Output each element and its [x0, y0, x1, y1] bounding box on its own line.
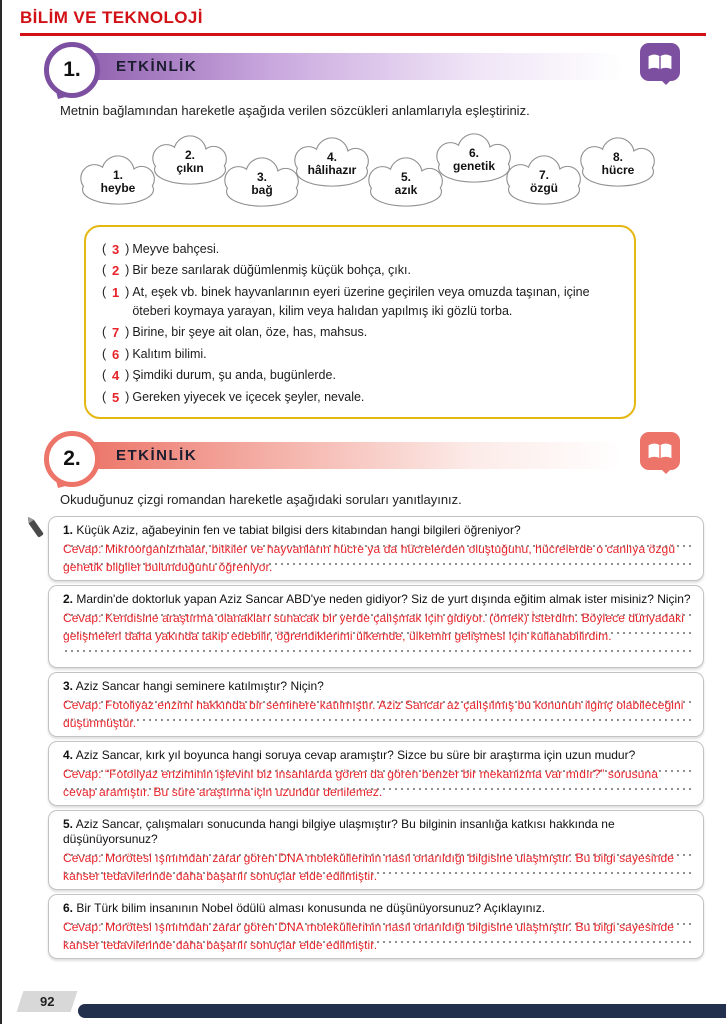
match-row — [102, 261, 618, 280]
paren-open: ( — [102, 284, 107, 299]
page-scan-edge — [0, 0, 2, 1024]
activity2-ribbon — [82, 442, 624, 469]
match-definition: Birine, bir şeye ait olan, öze, has, mahsus. — [132, 325, 368, 339]
answer-text: Cevap: “Fotoliyaz enziminin işlevini biz insanlarda gören da gören benzer bir mekanizma var mıdır?” sorusuna cevap aramıştır. Bu süre araştırma için uzundur denilemez. — [63, 765, 691, 801]
match-row — [102, 283, 618, 321]
cloud-number: 2. — [184, 148, 195, 162]
word-cloud-hucre — [570, 131, 666, 193]
question-text: Mardin'de doktorluk yapan Aziz Sancar ABD'ye neden gidiyor? Siz de yurt dışında eğitim almak ister misiniz? Niçin? — [76, 592, 691, 606]
question-text: Aziz Sancar hangi seminere katılmıştır? Niçin? — [75, 679, 324, 693]
match-row — [102, 366, 618, 385]
cloud-word: heybe — [100, 181, 136, 195]
match-definition: Kalıtım bilimi. — [132, 346, 207, 361]
activity1-number-bubble — [44, 42, 100, 98]
match-answer: 2 — [112, 263, 120, 278]
cloud-word: çıkın — [176, 161, 204, 175]
match-answer: 5 — [112, 389, 120, 405]
answer-text: Cevap: Morötesi ışınımdan zarar gören DNA moleküllerinin nasıl onarıldığı bilgisine ulaşmıştır. Bu bilgi sayesinde kanser tedavilerinde daha başarılı sonuçlar elde edilmiştir. — [63, 918, 691, 954]
activity2-number-bubble — [44, 431, 100, 487]
question-box-3 — [48, 672, 704, 737]
question-box-2 — [48, 585, 704, 668]
activity2-header — [30, 431, 702, 483]
paren-open: ( — [102, 346, 107, 361]
paren-close: ) — [125, 389, 130, 404]
activity1-title: ETKİNLİK — [116, 58, 198, 75]
activity1-header — [30, 42, 702, 94]
paren-open: ( — [102, 389, 107, 404]
cloud-word: hâlihazır — [307, 163, 357, 177]
paren-close: ) — [125, 368, 130, 382]
question-box-4 — [48, 741, 704, 806]
answer-text: Cevap: Fotoliyaz enzimi hakkında bir seminere katılmıştır. Aziz Sancar az çalışılmış bu konunun ilginç olabileceğini düşünmüştür. — [63, 696, 691, 732]
paren-close: ) — [125, 325, 130, 339]
match-row — [102, 323, 618, 342]
cloud-number: 6. — [468, 146, 479, 160]
cloud-number: 1. — [112, 168, 123, 182]
word-cloud-group — [30, 123, 702, 215]
match-answer: 3 — [112, 241, 120, 257]
answer-text: Cevap: Kendisine araştırma olanakları sunacak bir yerde çalışmak için gidiyor. (örnek) İsterdim. Böylece dünyadaki gelişmeleri daha yakında takip edebilir, öğrendiklerimi ülkemde, ülkemin gelişmesi için kullanabilirdim. — [63, 609, 691, 663]
open-book-icon — [647, 441, 673, 461]
question-box-5 — [48, 810, 704, 890]
match-definition: Gereken yiyecek ve içecek şeyler, nevale. — [132, 389, 365, 404]
footer-bar — [78, 1004, 726, 1018]
match-answer: 7 — [112, 325, 120, 340]
paren-open: ( — [102, 263, 107, 277]
book-icon — [640, 43, 680, 81]
cloud-word: bağ — [251, 183, 273, 197]
activity1-instruction: Metnin bağlamından hareketle aşağıda verilen sözcükleri anlamlarıyla eşleştiriniz. — [60, 103, 530, 118]
match-answer: 1 — [112, 284, 120, 300]
paren-open: ( — [102, 368, 107, 382]
matching-box — [84, 225, 636, 419]
page-number-tab — [17, 991, 78, 1012]
activity1-ribbon — [82, 53, 624, 80]
answer-text: Cevap: Mikroorganizmalar, bitkiler ve hayvanların hücre ya da hücrelerden oluştuğunu, hücrelerde o canlıya özgü genetik bilgiler bulunduğunu öğreniyor. — [63, 540, 691, 576]
header-divider — [20, 33, 706, 36]
question-list — [48, 516, 704, 959]
page-number: 92 — [39, 994, 55, 1009]
question-text: Küçük Aziz, ağabeyinin fen ve tabiat bilgisi ders kitabından hangi bilgileri öğreniyor? — [76, 523, 521, 537]
cloud-word: özgü — [530, 181, 558, 195]
cloud-number: 8. — [612, 150, 623, 164]
activity2-title: ETKİNLİK — [116, 447, 198, 464]
cloud-number: 4. — [326, 150, 337, 164]
question-text: Aziz Sancar, kırk yıl boyunca hangi soruya cevap aramıştır? Sizce bu süre bir araştırma için uzun mudur? — [75, 748, 636, 762]
cloud-number: 5. — [400, 170, 411, 184]
page-header — [0, 0, 726, 36]
open-book-icon — [647, 52, 673, 72]
match-answer: 6 — [112, 346, 120, 362]
match-definition: Bir beze sarılarak düğümlenmiş küçük bohça, çıkı. — [132, 263, 411, 277]
question-text: Bir Türk bilim insanının Nobel ödülü alması konusunda ne düşünüyorsunuz? Açıklayınız. — [76, 901, 546, 915]
cloud-word: genetik — [452, 159, 495, 173]
cloud-number: 3. — [256, 170, 267, 184]
cloud-number: 7. — [538, 168, 549, 182]
paren-close: ) — [125, 263, 130, 277]
paren-open: ( — [102, 325, 107, 339]
question-text: Aziz Sancar, çalışmaları sonucunda hangi bilgiye ulaşmıştır? Bu bilginin insanlığa katkısı hakkında ne düşünüyorsunuz? — [63, 817, 615, 846]
answer-text: Cevap: Morötesi ışınımdan zarar gören DNA moleküllerinin nasıl onarıldığı bilgisine ulaşmıştır. Bu bilgi sayesinde kanser tedavilerinde daha başarılı sonuçlar elde edilmiştir. — [63, 849, 691, 885]
question-number: 2. — [63, 592, 74, 606]
paren-close: ) — [125, 241, 130, 256]
question-number: 3. — [63, 679, 74, 693]
question-box-1 — [48, 516, 704, 581]
match-row — [102, 345, 618, 364]
pencil-icon — [24, 516, 46, 543]
question-number: 5. — [63, 817, 74, 831]
match-definition: At, eşek vb. binek hayvanlarının eyeri üzerine geçirilen veya omuzda taşınan, içine öteberi koymaya yarayan, kilim veya halıdan yapılmış iki gözlü torba. — [132, 284, 590, 318]
cloud-word: hücre — [601, 163, 635, 177]
question-number: 4. — [63, 748, 74, 762]
match-row — [102, 240, 618, 259]
activity2-number: 2. — [63, 447, 81, 470]
question-number: 1. — [63, 523, 74, 537]
activity2-instruction: Okuduğunuz çizgi romandan hareketle aşağıdaki soruları yanıtlayınız. — [60, 492, 462, 507]
cloud-word: azık — [394, 183, 418, 197]
activity1-number: 1. — [63, 58, 81, 81]
paren-close: ) — [125, 346, 130, 361]
paren-close: ) — [125, 284, 130, 299]
question-box-6 — [48, 894, 704, 959]
match-definition: Şimdiki durum, şu anda, bugünlerde. — [132, 368, 336, 382]
page-title: BİLİM VE TEKNOLOJİ — [20, 8, 203, 27]
match-definition: Meyve bahçesi. — [132, 241, 220, 256]
match-answer: 4 — [112, 368, 120, 383]
question-number: 6. — [63, 901, 74, 915]
paren-open: ( — [102, 241, 107, 256]
match-row — [102, 388, 618, 407]
book-icon — [640, 432, 680, 470]
